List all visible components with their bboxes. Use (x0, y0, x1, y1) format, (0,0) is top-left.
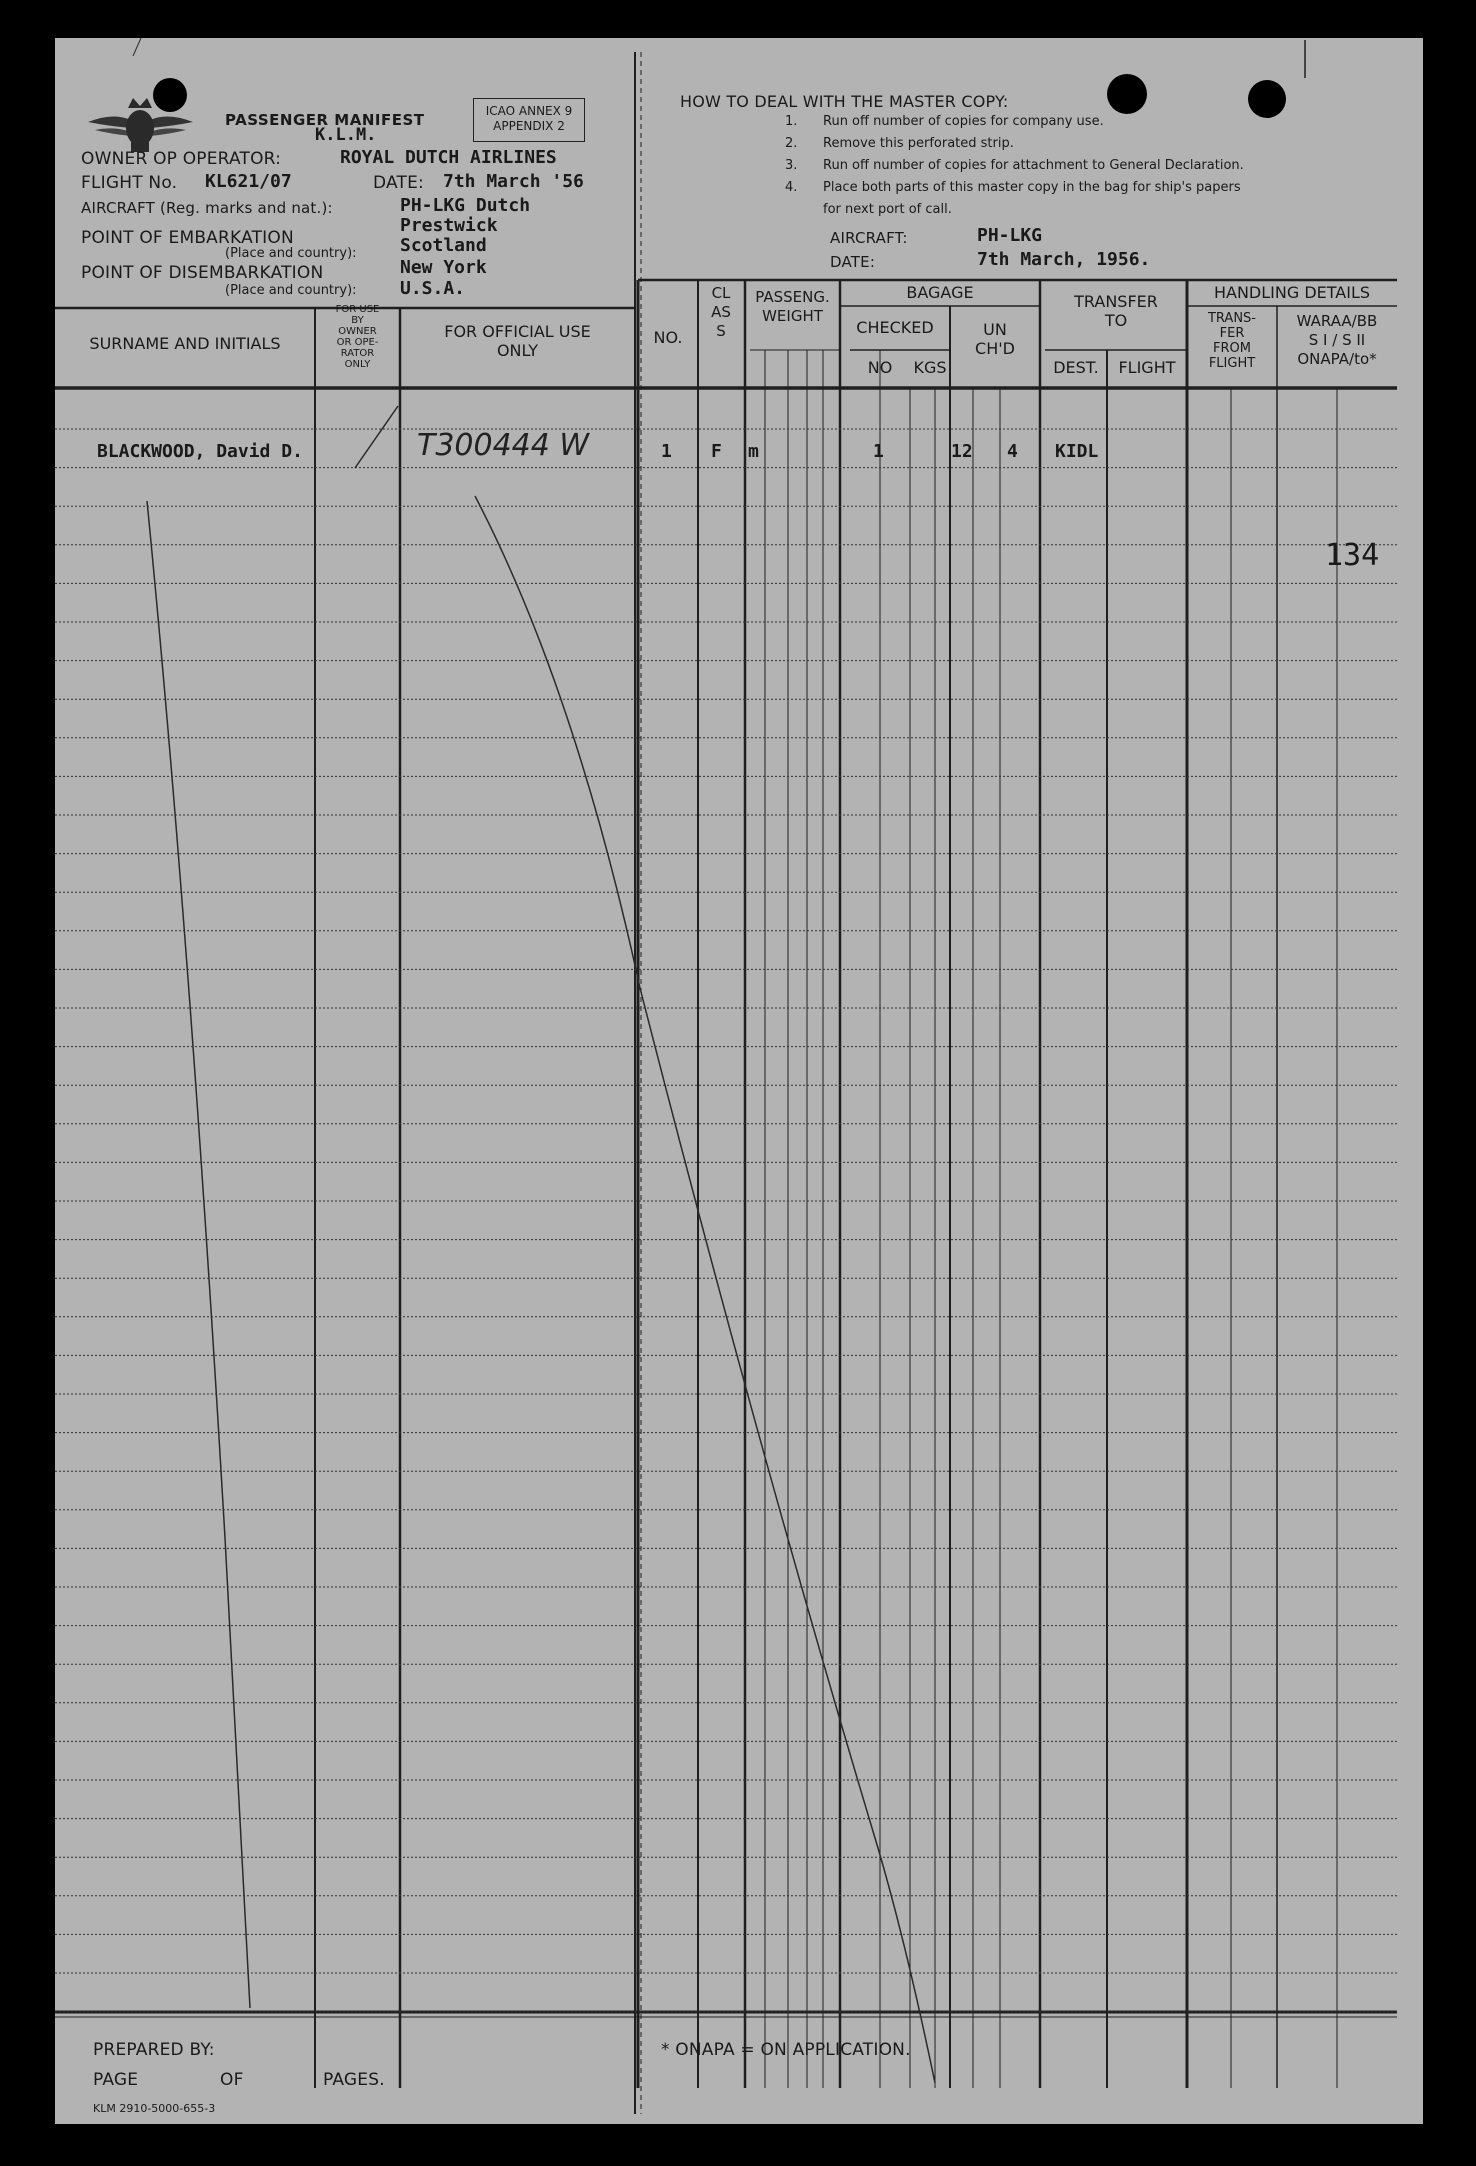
instruction-text: for next port of call. (823, 202, 952, 217)
instruction-text: Place both parts of this master copy in the bag for ship's papers (823, 180, 1241, 195)
instruction-text: Run off number of copies for company use. (823, 114, 1104, 129)
prepared-by: PREPARED BY: (93, 2040, 215, 2060)
official-line-2: ONLY (496, 341, 539, 360)
passenger-official-handwritten: T300444 W (417, 428, 590, 463)
col-header-flight: FLIGHT (1118, 358, 1176, 377)
disembark-value-1: New York (400, 257, 487, 278)
date-value: 7th March '56 (443, 171, 584, 192)
instructions-aircraft-label: AIRCRAFT: (830, 229, 908, 247)
owner-use-line: ONLY (344, 359, 371, 370)
embark-value-2: Scotland (400, 235, 487, 256)
of-label: OF (220, 2070, 244, 2090)
waraa-line: S I / S II (1308, 331, 1366, 349)
col-header-handling: HANDLING DETAILS (1213, 283, 1371, 302)
disembark-sub: (Place and country): (225, 283, 357, 298)
manifest-sheet (55, 38, 1423, 2124)
pass-weight-line-2: WEIGHT (762, 307, 823, 325)
flight-value: KL621/07 (205, 171, 292, 192)
instruction-num: 2. (785, 136, 798, 151)
aircraft-value: PH-LKG Dutch (400, 195, 531, 216)
manifest-title: PASSENGER MANIFEST (225, 111, 425, 129)
unchd-line-1: UN (983, 320, 1007, 339)
aircraft-label: AIRCRAFT (Reg. marks and nat.): (81, 199, 333, 217)
transfer-from-line: TRANS- (1207, 311, 1256, 326)
pass-weight-line-1: PASSENG. (755, 288, 830, 306)
owner-use-line: RATOR (340, 348, 375, 359)
passenger-class: F (711, 441, 722, 462)
transfer-from-line: FER (1219, 326, 1245, 341)
transfer-from-line: FLIGHT (1208, 356, 1256, 371)
col-header-bag-no: NO (867, 358, 893, 377)
pages-label: PAGES. (323, 2070, 385, 2090)
passenger-unchd: 4 (1007, 441, 1018, 462)
owner-use-line: OWNER (338, 326, 377, 337)
waraa-line: ONAPA/to* (1297, 350, 1377, 368)
owner-label: OWNER OP OPERATOR: (81, 149, 282, 169)
instruction-text: Remove this perforated strip. (823, 136, 1014, 151)
embark-sub: (Place and country): (225, 246, 357, 261)
icao-ref-line-2: APPENDIX 2 (493, 119, 565, 133)
transfer-from-line: FROM (1213, 341, 1251, 356)
col-header-kgs: KGS (913, 358, 947, 377)
passenger-weight: m (748, 441, 759, 462)
date-label: DATE: (373, 173, 424, 193)
owner-value: ROYAL DUTCH AIRLINES (340, 147, 557, 168)
margin-number: 134 (1325, 538, 1380, 573)
transfer-line-1: TRANSFER (1074, 292, 1158, 311)
disembark-value-2: U.S.A. (400, 278, 466, 299)
transfer-line-2: TO (1104, 311, 1128, 330)
owner-use-line: BY (351, 315, 364, 326)
col-header-checked: CHECKED (856, 318, 934, 337)
owner-use-line: OR OPE- (336, 337, 379, 348)
flight-label: FLIGHT No. (81, 173, 178, 193)
passenger-bag-no: 1 (873, 441, 884, 462)
instructions-aircraft-value: PH-LKG (977, 225, 1043, 246)
col-header-no: NO. (653, 328, 683, 347)
airline-stamp: K.L.M. (315, 125, 377, 145)
embark-value-1: Prestwick (400, 215, 498, 236)
instructions-date-value: 7th March, 1956. (977, 249, 1151, 270)
instruction-text: Run off number of copies for attachment to General Declaration. (823, 158, 1244, 173)
instruction-num: 1. (785, 114, 798, 129)
cancellation-pen-lines (55, 38, 1423, 2124)
unchd-line-2: CH'D (975, 339, 1015, 358)
onapa-note: * ONAPA = ON APPLICATION. (661, 2040, 911, 2060)
instruction-num: 4. (785, 180, 798, 195)
passenger-no: 1 (661, 441, 672, 462)
passenger-kgs: 12 (951, 441, 973, 462)
embark-label: POINT OF EMBARKATION (81, 228, 294, 248)
col-header-class: CLASS (711, 284, 731, 340)
owner-use-line: FOR USE (335, 304, 380, 315)
passenger-dest: KIDL (1055, 441, 1099, 462)
instruction-num: 3. (785, 158, 798, 173)
instructions-title: HOW TO DEAL WITH THE MASTER COPY: (680, 92, 1009, 111)
disembark-label: POINT OF DISEMBARKATION (81, 263, 324, 283)
icao-ref-line-1: ICAO ANNEX 9 (485, 104, 573, 118)
form-code: KLM 2910-5000-655-3 (93, 2102, 216, 2115)
official-line-1: FOR OFFICIAL USE (444, 322, 591, 341)
col-header-bagage: BAGAGE (906, 283, 974, 302)
page-label: PAGE (93, 2070, 139, 2090)
instructions-date-label: DATE: (830, 253, 876, 271)
passenger-name: BLACKWOOD, David D. (97, 441, 303, 462)
col-header-dest: DEST. (1053, 358, 1099, 377)
col-header-surname: SURNAME AND INITIALS (89, 334, 281, 353)
waraa-line: WARAA/BB (1296, 312, 1378, 330)
